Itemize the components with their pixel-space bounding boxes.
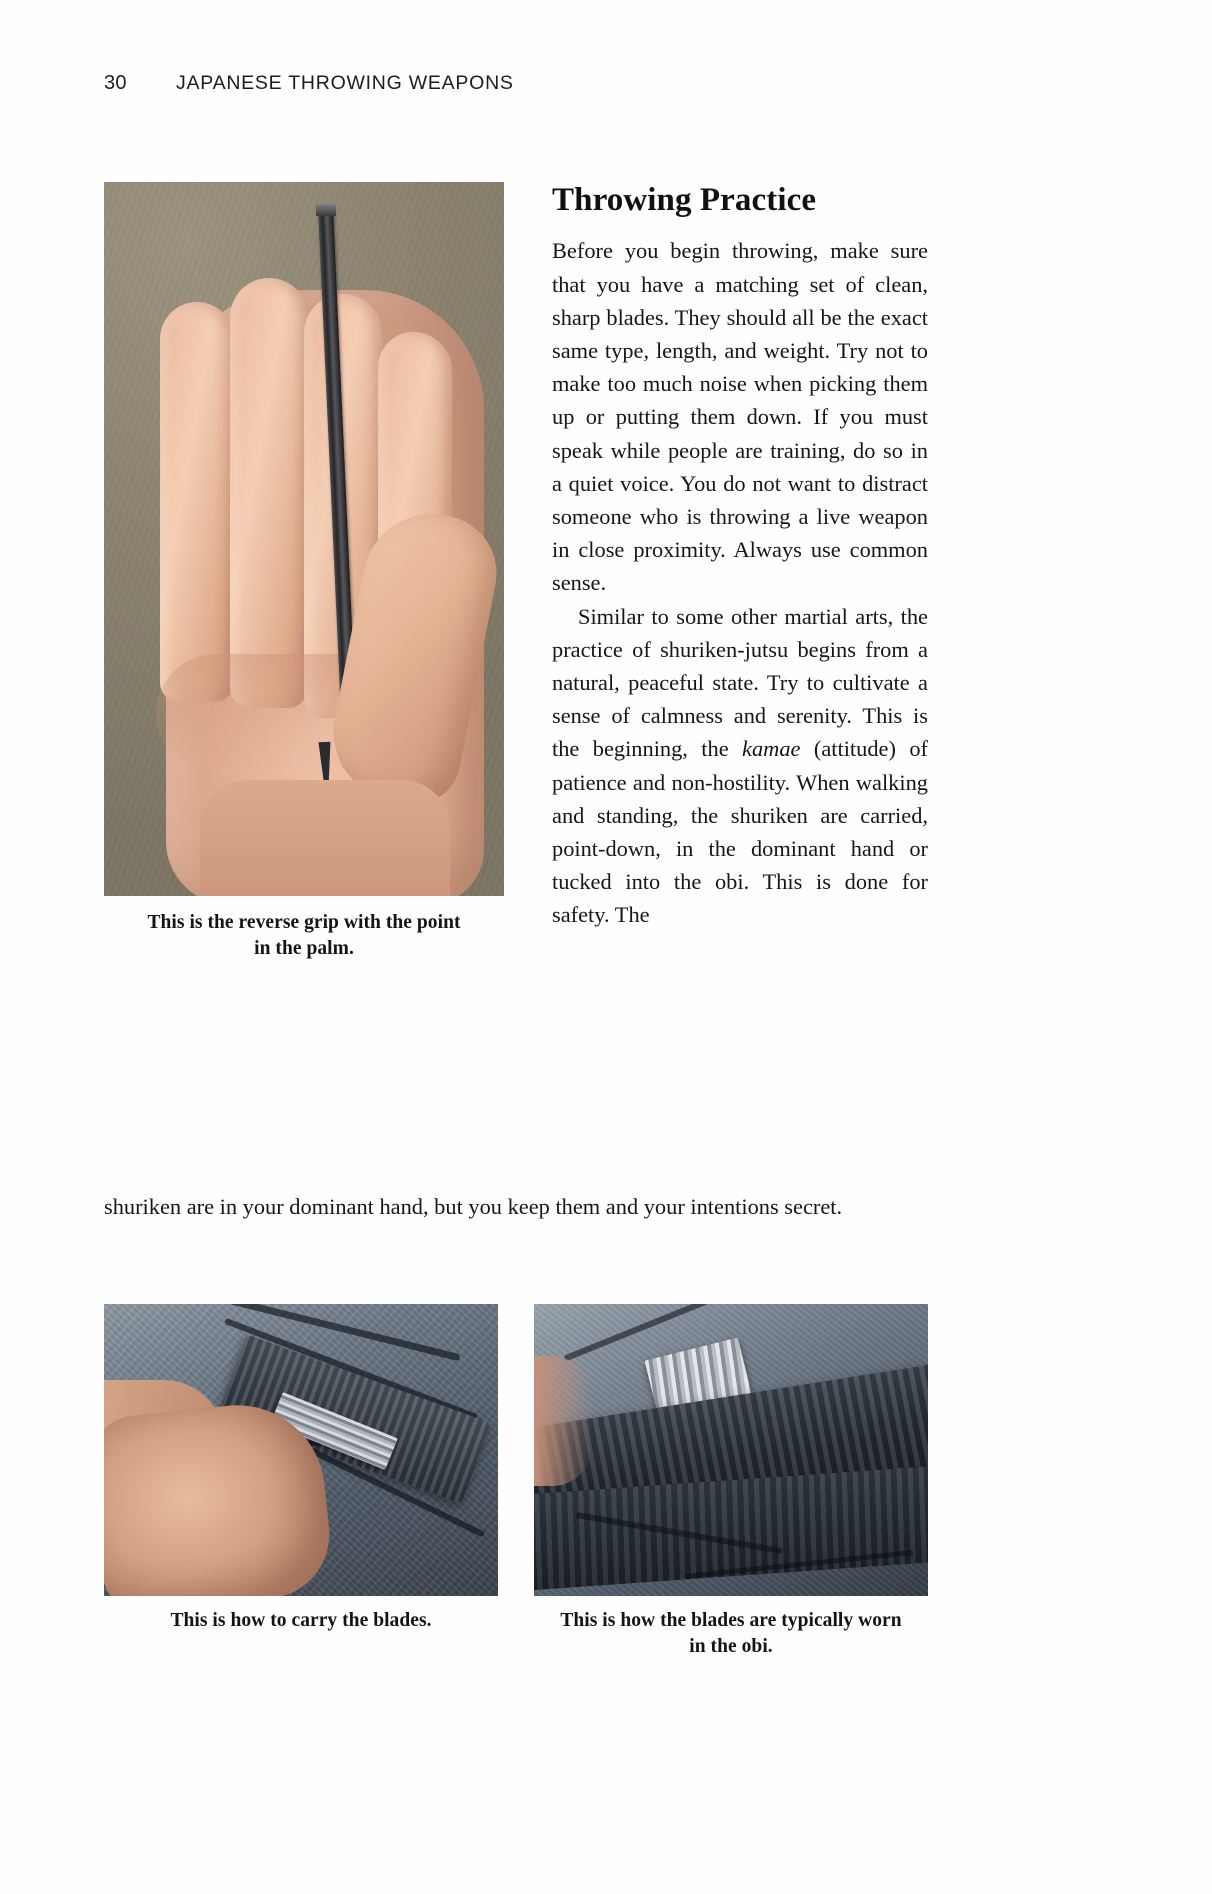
- caption-line-1: This is how the blades are typically worn: [560, 1610, 902, 1631]
- finger-middle: [230, 278, 308, 708]
- figure-caption-carry-blades: [104, 1608, 498, 1634]
- finger-index: [160, 302, 234, 702]
- blade-butt: [316, 204, 336, 216]
- figure-caption-obi-worn: [534, 1608, 928, 1659]
- page-number: 30: [104, 72, 127, 94]
- photo-carry-blades: [104, 1304, 498, 1596]
- figure-caption-hand-grip: [104, 910, 504, 961]
- bottom-figure-row: [104, 1304, 928, 1659]
- photo-hand-reverse-grip: [104, 182, 504, 896]
- figure-obi-worn: [534, 1304, 928, 1659]
- figure-hand-grip: [104, 182, 504, 961]
- caption-line-1: This is the reverse grip with the point: [147, 912, 461, 933]
- paragraph-one: Before you begin throwing, make sure that you have a matching set of clean, sharp blades. They should all be the exact same type, length, and weight. Try not to make too much noise when picking them up or putting them down. If you must speak while people are training, do so in a quiet voice. You do not want to distract someone who is throwing a live weapon in close proximity. Always use common sense.: [552, 238, 928, 596]
- wrist-shape: [200, 780, 450, 896]
- paragraph-two-part-b: (attitude) of patience and non-hostility. When walking and standing, the shuriken are carried, point-down, in the dominant hand or tucked into the obi. This is done for safety. The: [552, 736, 928, 928]
- paragraph-two-part-a: Similar to some other martial arts, the practice of shuriken-jutsu begins from a natural, peaceful state. Try to cultivate a sense of calmness and serenity. This is the beginning, the: [552, 603, 928, 762]
- caption-line-2: in the palm.: [254, 937, 354, 959]
- book-title: JAPANESE THROWING WEAPONS: [176, 72, 514, 94]
- caption-line-1: This is how to carry the blades.: [170, 1610, 432, 1631]
- photo-blades-in-obi: [534, 1304, 928, 1596]
- skin-edge: [534, 1356, 592, 1486]
- paragraph-two: [552, 600, 928, 932]
- figure-carry-blades: [104, 1304, 498, 1659]
- paragraph-two-continuation: shuriken are in your dominant hand, but you keep them and your intentions secret.: [104, 1194, 843, 1219]
- body-text-column: [552, 182, 928, 932]
- caption-line-2: in the obi.: [689, 1635, 773, 1657]
- running-head: [104, 72, 514, 95]
- section-heading: Throwing Practice: [552, 182, 817, 218]
- term-kamae: kamae: [742, 736, 801, 762]
